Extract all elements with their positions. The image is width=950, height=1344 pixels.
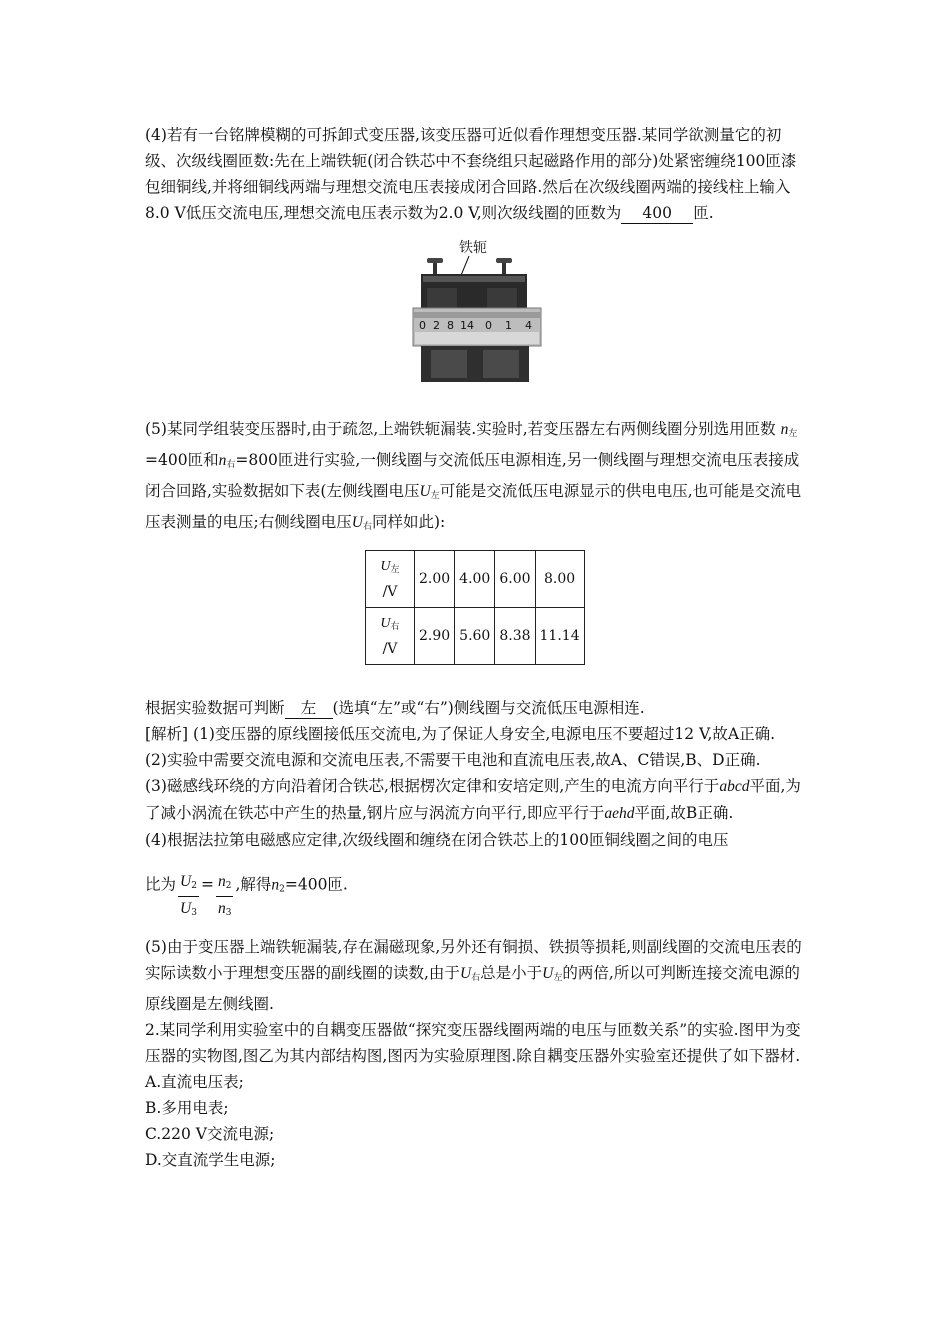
u-right-symbol: U <box>459 965 472 982</box>
frac-n-den-sub: 3 <box>225 908 232 918</box>
table-cell: 2.90 <box>415 608 455 665</box>
analysis-3 <box>145 773 810 827</box>
table-u-symbol: U <box>380 559 391 574</box>
frac-u-den: U <box>180 900 192 917</box>
table-header-left <box>366 551 415 608</box>
q4-text-end: 匝. <box>693 204 714 222</box>
u-right-sub: 右 <box>471 973 481 983</box>
table-cell: 4.00 <box>455 551 495 608</box>
n-left-symbol: n <box>780 421 789 438</box>
plane-abcd: abcd <box>719 778 750 795</box>
table-row <box>366 608 585 665</box>
ratio-n-sub: 2 <box>279 884 285 895</box>
scale-left-1: 2 <box>433 319 440 332</box>
scale-left-2: 8 <box>447 319 454 332</box>
q5-text-1: (5)某同学组装变压器时,由于疏忽,上端铁轭漏装.实验时,若变压器左右两侧线圈分别选用匝数 <box>145 420 776 438</box>
scale-left-3: 14 <box>460 319 474 332</box>
frac-u-num-sub: 2 <box>191 881 197 891</box>
table-unit: /V <box>382 584 398 600</box>
frac-n-den: n <box>217 900 226 917</box>
analysis-5 <box>145 934 810 1017</box>
analysis-3-end: 平面,故B正确. <box>634 804 734 822</box>
ratio-solve-text: ,解得 <box>235 875 272 894</box>
q5-text-2: =400匝和 <box>145 451 219 469</box>
judge-paragraph <box>145 695 810 721</box>
u-right-symbol: U <box>351 514 363 531</box>
fraction-n <box>216 871 233 924</box>
frac-u-den-sub: 3 <box>191 908 197 918</box>
n-right-symbol: n <box>218 452 227 469</box>
q5-text-3: =800匝进行实验,一侧线圈与交流低压电源相连,另一侧线圈与理想交流电压表接成闭合回路,实验数据如下表(左侧线圈电压 <box>145 451 800 500</box>
analysis-4-ratio: 比为 $\frac{U_2}{U_3}$ = $\frac{n_2}{n_3}$ ,解得$n_2=400$匝. <box>145 859 810 912</box>
transformer-photo <box>407 232 547 390</box>
ratio-result: =400匝. <box>284 875 348 894</box>
judge-text: 根据实验数据可判断 <box>145 699 285 717</box>
plane-aehd: aehd <box>604 805 635 822</box>
table-cell: 8.00 <box>535 551 584 608</box>
voltage-table <box>365 550 585 665</box>
u-left-sub: 左 <box>553 973 563 983</box>
n-right-sub: 右 <box>226 460 236 470</box>
q2-option: B.多用电表; <box>145 1099 229 1117</box>
u-left-symbol: U <box>542 965 554 982</box>
table-left-sub: 左 <box>390 565 400 575</box>
scale-right-0: 0 <box>485 319 492 332</box>
judge-text-end: (选填“左”或“右”)侧线圈与交流低压电源相连. <box>332 699 645 717</box>
n-left-sub: 左 <box>788 429 798 439</box>
table-cell: 2.00 <box>415 551 455 608</box>
table-row <box>366 551 585 608</box>
frac-u-num: U <box>180 873 192 890</box>
frac-n-num: n <box>217 873 226 890</box>
q5-text-4: 可能是交流低压电源显示的供电电压,也可能是交流电压表测量的电压;右侧线圈电压 <box>145 482 802 531</box>
analysis-5-end: 的两倍,所以可判断连接交流电源的原线圈是左侧线圈. <box>145 964 800 1013</box>
u-left-sub: 左 <box>430 491 440 501</box>
q2-option: C.220 V交流电源; <box>145 1125 275 1143</box>
u-right-sub: 右 <box>362 522 372 532</box>
document-page <box>145 122 810 1173</box>
analysis-1: [解析] (1)变压器的原线圈接低压交流电,为了保证人身安全,电源电压不要超过12 V,故A正确. <box>145 725 776 743</box>
table-cell: 11.14 <box>535 608 584 665</box>
q4-answer-blank: 400 <box>621 203 693 224</box>
table-u-symbol: U <box>380 616 391 631</box>
table-cell: 6.00 <box>495 551 535 608</box>
table-right-sub: 右 <box>390 622 400 632</box>
ratio-prefix: 比为 <box>145 875 177 894</box>
u-left-symbol: U <box>419 483 431 500</box>
judge-answer-blank: 左 <box>285 698 333 719</box>
q2-option: A.直流电压表; <box>145 1073 244 1091</box>
analysis-3-text: (3)磁感线环绕的方向沿着闭合铁芯,根据楞次定律和安培定则,产生的电流方向平行于 <box>145 777 720 795</box>
scale-right-2: 4 <box>525 319 532 332</box>
scale-left-0: 0 <box>419 319 426 332</box>
ratio-n-symbol: n <box>271 876 280 894</box>
q4-text: (4)若有一台铭牌模糊的可拆卸式变压器,该变压器可近似看作理想变压器.某同学欲测量它的初级、次级线圈匝数:先在上端铁轭(闭合铁芯中不套绕组只起磁路作用的部分)处紧密缠绕100匝漆包细铜线,并将细铜线两端与理想交流电压表接成闭合回路.然后在次级线圈两端的接线柱上输入8.0 V低压交流电压,理想交流电压表示数为2.0 V,则次级线圈的匝数为 <box>145 126 797 222</box>
yoke-label: 铁轭 <box>459 240 487 256</box>
q4-paragraph <box>145 122 810 226</box>
q2-option: D.交直流学生电源; <box>145 1151 276 1169</box>
analysis-5-text: (5)由于变压器上端铁轭漏装,存在漏磁现象,另外还有铜损、铁损等损耗,则副线圈的交流电压表的实际读数小于理想变压器的副线圈的读数,由于 <box>145 938 802 982</box>
analysis-3-mid: 平面,为了减小涡流在铁芯中产生的热量,钢片应与涡流方向平行,即应平行于 <box>145 777 801 822</box>
fraction-u <box>178 871 199 924</box>
table-cell: 5.60 <box>455 608 495 665</box>
analysis-4: (4)根据法拉第电磁感应定律,次级线圈和缠绕在闭合铁芯上的100匝铜线圈之间的电压 <box>145 831 729 849</box>
scale-right-1: 1 <box>505 319 512 332</box>
table-cell: 8.38 <box>495 608 535 665</box>
table-header-right <box>366 608 415 665</box>
frac-n-num-sub: 2 <box>225 881 232 891</box>
q5-paragraph <box>145 416 810 540</box>
q2-stem: 2.某同学利用实验室中的自耦变压器做“探究变压器线圈两端的电压与匝数关系”的实验.图甲为变压器的实物图,图乙为其内部结构图,图丙为实验原理图.除自耦变压器外实验室还提供了如下器材. <box>145 1021 801 1065</box>
q5-text-5: 同样如此): <box>371 513 446 531</box>
analysis-5-mid: 总是小于 <box>480 964 543 982</box>
analysis-2: (2)实验中需要交流电源和交流电压表,不需要干电池和直流电压表,故A、C错误,B、D正确. <box>145 751 761 769</box>
table-unit: /V <box>382 641 398 657</box>
